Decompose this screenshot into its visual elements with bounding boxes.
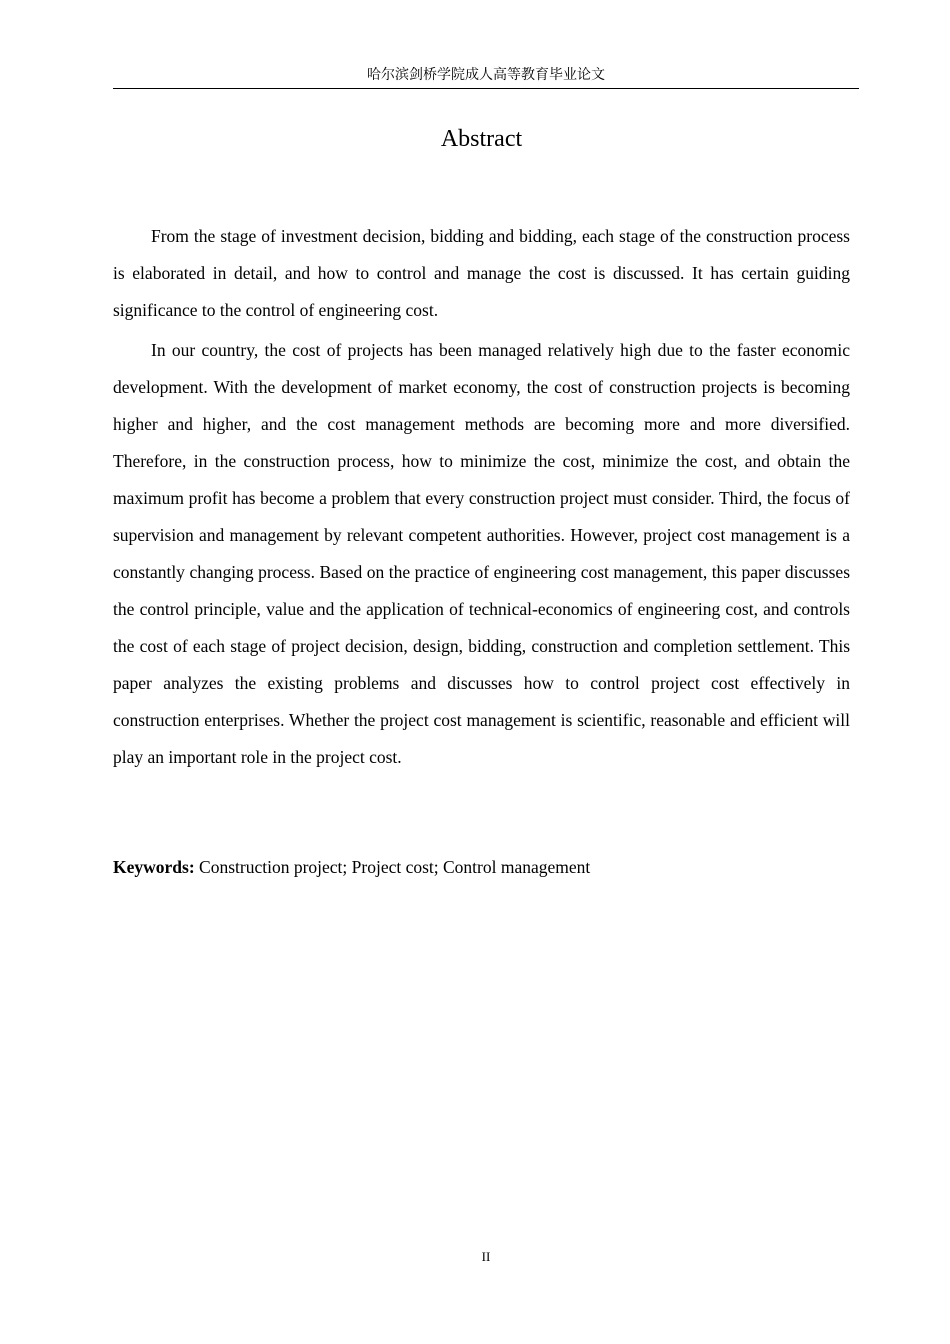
page-number: II bbox=[481, 1249, 491, 1264]
header-rule bbox=[113, 88, 859, 89]
keywords-label: Keywords: bbox=[113, 857, 195, 877]
abstract-title: Abstract bbox=[440, 126, 523, 152]
running-header: 哈尔滨剑桥学院成人高等教育毕业论文 bbox=[367, 67, 605, 83]
abstract-paragraph-1: From the stage of investment decision, bidding and bidding, each stage of the construction process is elaborated in detail, and how to control and manage the cost is discussed. It has certain guiding significance to the control of engineering cost. bbox=[113, 226, 850, 320]
abstract-body bbox=[113, 218, 850, 779]
keywords-text: Construction project; Project cost; Control management bbox=[199, 857, 591, 877]
abstract-paragraph-2: In our country, the cost of projects has been managed relatively high due to the faster economic development. With the development of market economy, the cost of construction projects is becoming higher and higher, and the cost management methods are becoming more and more diversified. Therefore, in the construction process, how to minimize the cost, minimize the cost, and obtain the maximum profit has become a problem that every construction project must consider. Third, the focus of supervision and management by relevant competent authorities. However, project cost management is a constantly changing process. Based on the practice of engineering cost management, this paper discusses the control principle, value and the application of technical-economics of engineering cost, and controls the cost of each stage of project decision, design, bidding, construction and completion settlement. This paper analyzes the existing problems and discusses how to control project cost effectively in construction enterprises. Whether the project cost management is scientific, reasonable and efficient will play an important role in the project cost. bbox=[113, 340, 850, 767]
keywords-line bbox=[113, 851, 850, 883]
